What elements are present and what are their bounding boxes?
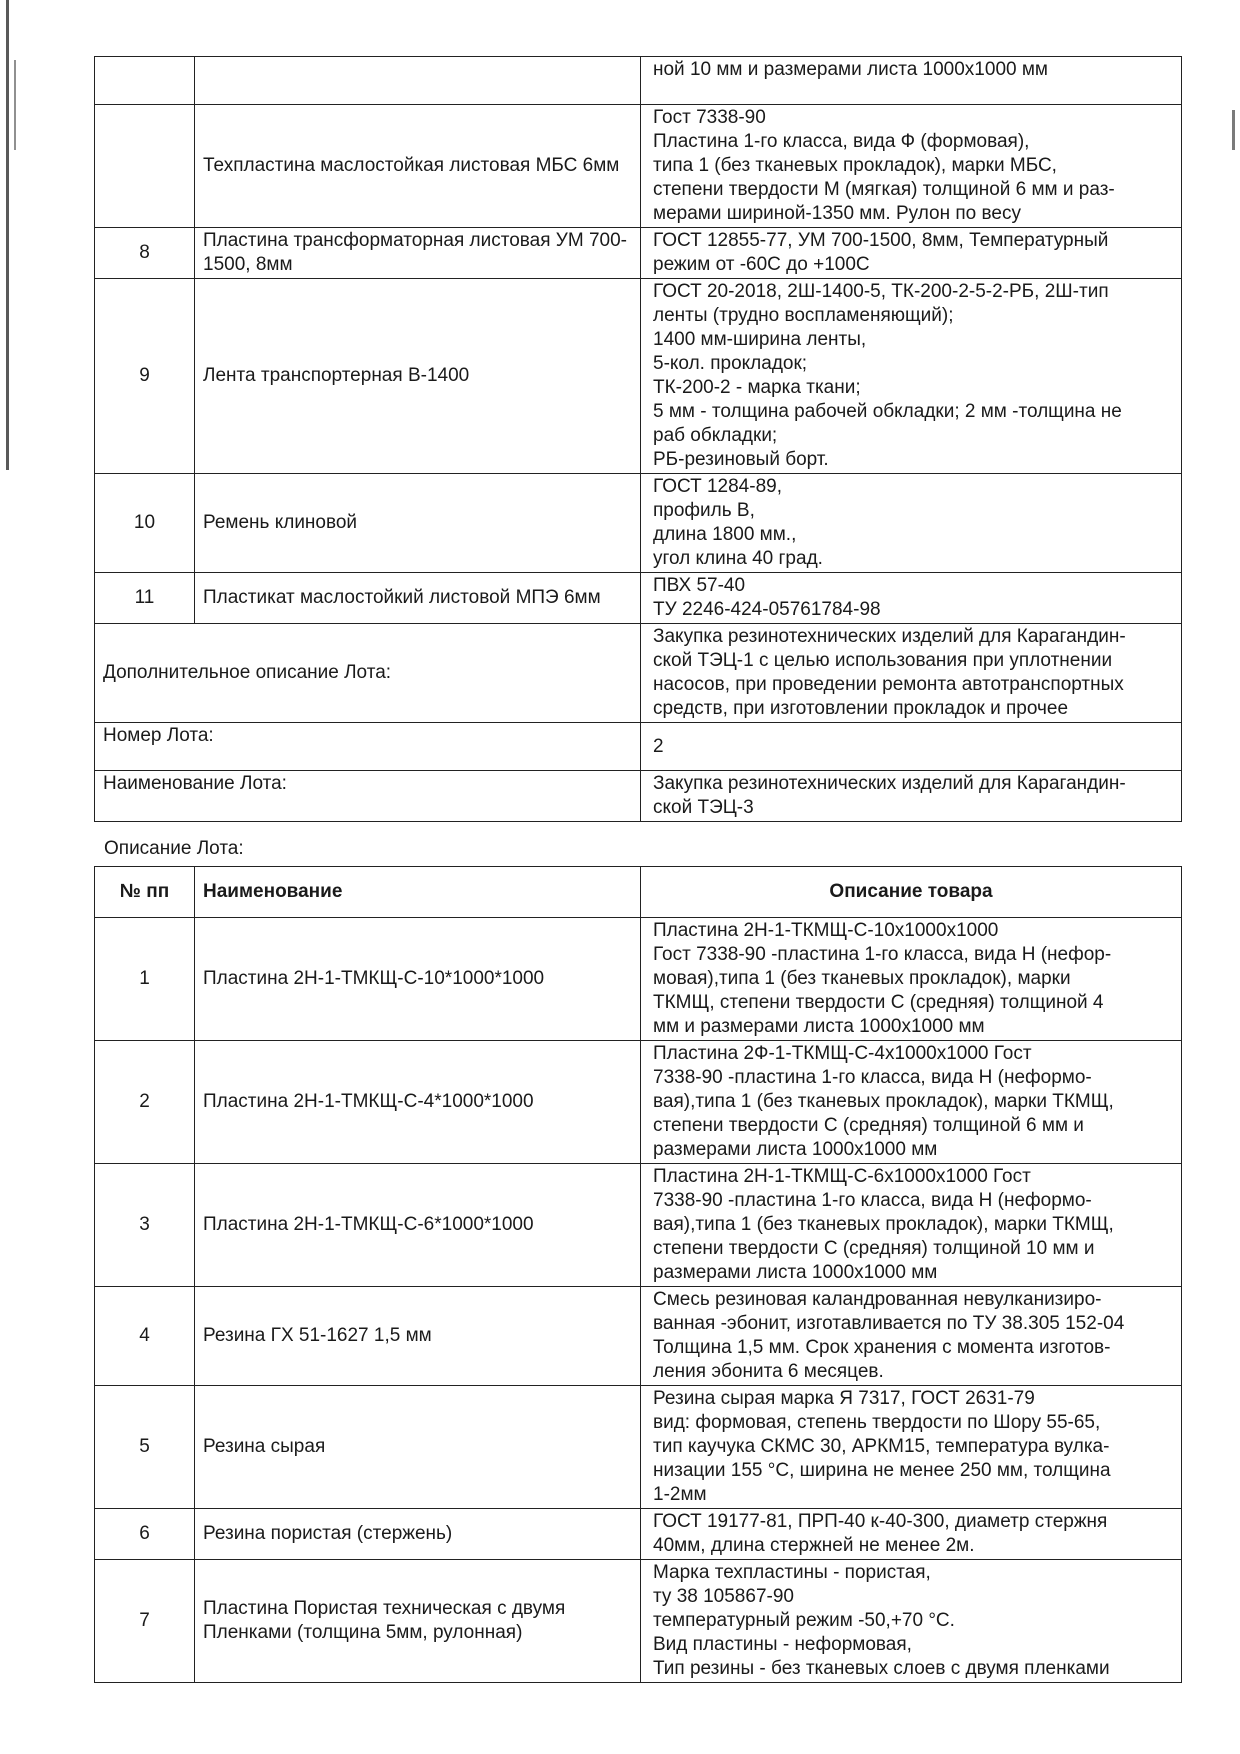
item-name: Пластина 2Н-1-ТМКЩ-С-4*1000*1000	[195, 1041, 641, 1164]
item-name: Техпластина маслостойкая листовая МБС 6мм	[195, 105, 641, 228]
table-row	[95, 1164, 1182, 1287]
item-description: ГОСТ 19177-81, ПРП-40 к-40-300, диаметр стержня 40мм, длина стержней не менее 2м.	[641, 1509, 1182, 1560]
lot-name-value: Закупка резинотехнических изделий для Карагандин- ской ТЭЦ-3	[641, 771, 1182, 822]
lot-name-label: Наименование Лота:	[95, 771, 641, 822]
item-name: Пластина 2Н-1-ТМКЩ-С-6*1000*1000	[195, 1164, 641, 1287]
item-description: Пластина 2Ф-1-ТКМЩ-С-4х1000х1000 Гост 7338-90 -пластина 1-го класса, вида Н (неформо- вая),типа 1 (без тканевых прокладок), марки ТКМЩ, степени твердости С (средняя) толщиной 6 мм и размерами листа 1000х1000 мм	[641, 1041, 1182, 1164]
item-name: Резина сырая	[195, 1386, 641, 1509]
item-description: Марка техпластины - пористая, ту 38 105867-90 температурный режим -50,+70 °С. Вид пластины - неформовая, Тип резины - без тканевых слоев с двумя пленками	[641, 1560, 1182, 1683]
items-table-continued	[94, 56, 1182, 822]
additional-description-row	[95, 624, 1182, 723]
item-description: Смесь резиновая каландрованная невулканизиро- ванная -эбонит, изготавливается по ТУ 38.305 152-04 Толщина 1,5 мм. Срок хранения с момента изготов- ления эбонита 6 месяцев.	[641, 1287, 1182, 1386]
lot-number-value: 2	[641, 723, 1182, 771]
table-row	[95, 1509, 1182, 1560]
lot-name-row	[95, 771, 1182, 822]
item-number: 7	[95, 1560, 195, 1683]
item-number: 5	[95, 1386, 195, 1509]
table-row	[95, 474, 1182, 573]
item-description: Пластина 2Н-1-ТКМЩ-С-6х1000х1000 Гост 7338-90 -пластина 1-го класса, вида Н (неформо- вая),типа 1 (без тканевых прокладок), марки ТКМЩ, степени твердости С (средняя) толщиной 10 мм и размерами листа 1000х1000 мм	[641, 1164, 1182, 1287]
item-number: 8	[95, 228, 195, 279]
table-row	[95, 105, 1182, 228]
item-name: Резина ГХ 51-1627 1,5 мм	[195, 1287, 641, 1386]
item-number: 4	[95, 1287, 195, 1386]
item-number: 1	[95, 918, 195, 1041]
scan-edge-mark	[1232, 110, 1235, 150]
lot-number-row	[95, 723, 1182, 771]
scan-edge-mark	[6, 0, 9, 470]
lot-items-table	[94, 866, 1182, 1683]
header-description: Описание товара	[641, 867, 1182, 918]
item-name: Пластина Пористая техническая с двумя Пленками (толщина 5мм, рулонная)	[195, 1560, 641, 1683]
item-description: Пластина 2Н-1-ТКМЩ-С-10х1000х1000 Гост 7338-90 -пластина 1-го класса, вида Н (нефор- мовая),типа 1 (без тканевых прокладок), марки ТКМЩ, степени твердости С (средняя) толщиной 4 мм и размерами листа 1000х1000 мм	[641, 918, 1182, 1041]
item-description: Резина сырая марка Я 7317, ГОСТ 2631-79 вид: формовая, степень твердости по Шору 55-65, тип каучука СКМС 30, АРКМ15, температура вулка- низации 155 °С, ширина не менее 250 мм, толщина 1-2мм	[641, 1386, 1182, 1509]
item-name: Ремень клиновой	[195, 474, 641, 573]
item-number: 11	[95, 573, 195, 624]
item-name: Резина пористая (стержень)	[195, 1509, 641, 1560]
item-description: ГОСТ 20-2018, 2Ш-1400-5, ТК-200-2-5-2-РБ, 2Ш-тип ленты (трудно воспламеняющий); 1400 мм-ширина ленты, 5-кол. прокладок; ТК-200-2 - марка ткани; 5 мм - толщина рабочей обкладки; 2 мм -толщина не раб обкладки; РБ-резиновый борт.	[641, 279, 1182, 474]
item-number: 3	[95, 1164, 195, 1287]
header-number: № пп	[95, 867, 195, 918]
item-name: Лента транспортерная В-1400	[195, 279, 641, 474]
item-description: ной 10 мм и размерами листа 1000х1000 мм	[641, 57, 1182, 105]
table-row	[95, 918, 1182, 1041]
lot-number-label: Номер Лота:	[95, 723, 641, 771]
item-name: Пластикат маслостойкий листовой МПЭ 6мм	[195, 573, 641, 624]
table-row	[95, 279, 1182, 474]
item-number: 9	[95, 279, 195, 474]
table-header-row	[95, 867, 1182, 918]
item-name: Пластина трансформаторная листовая УМ 700-1500, 8мм	[195, 228, 641, 279]
table-row	[95, 57, 1182, 105]
item-description: Гост 7338-90 Пластина 1-го класса, вида Ф (формовая), типа 1 (без тканевых прокладок), марки МБС, степени твердости М (мягкая) толщиной 6 мм и раз- мерами шириной-1350 мм. Рулон по весу	[641, 105, 1182, 228]
item-name: Пластина 2Н-1-ТМКЩ-С-10*1000*1000	[195, 918, 641, 1041]
item-number: 6	[95, 1509, 195, 1560]
item-number: 10	[95, 474, 195, 573]
item-description: ГОСТ 1284-89, профиль В, длина 1800 мм., угол клина 40 град.	[641, 474, 1182, 573]
header-name: Наименование	[195, 867, 641, 918]
additional-description-value: Закупка резинотехнических изделий для Карагандин- ской ТЭЦ-1 с целью использования при уплотнении насосов, при проведении ремонта автотранспортных средств, при изготовлении прокладок и прочее	[641, 624, 1182, 723]
table-row	[95, 1560, 1182, 1683]
table-row	[95, 228, 1182, 279]
table-row	[95, 1041, 1182, 1164]
item-number: 2	[95, 1041, 195, 1164]
table-row	[95, 573, 1182, 624]
item-number	[95, 105, 195, 228]
item-description: ПВХ 57-40 ТУ 2246-424-05761784-98	[641, 573, 1182, 624]
scan-edge-mark	[14, 60, 16, 150]
additional-description-label: Дополнительное описание Лота:	[95, 624, 641, 723]
table-row	[95, 1287, 1182, 1386]
lot-description-heading: Описание Лота:	[104, 838, 244, 859]
table-row	[95, 1386, 1182, 1509]
item-description: ГОСТ 12855-77, УМ 700-1500, 8мм, Температурный режим от -60С до +100С	[641, 228, 1182, 279]
